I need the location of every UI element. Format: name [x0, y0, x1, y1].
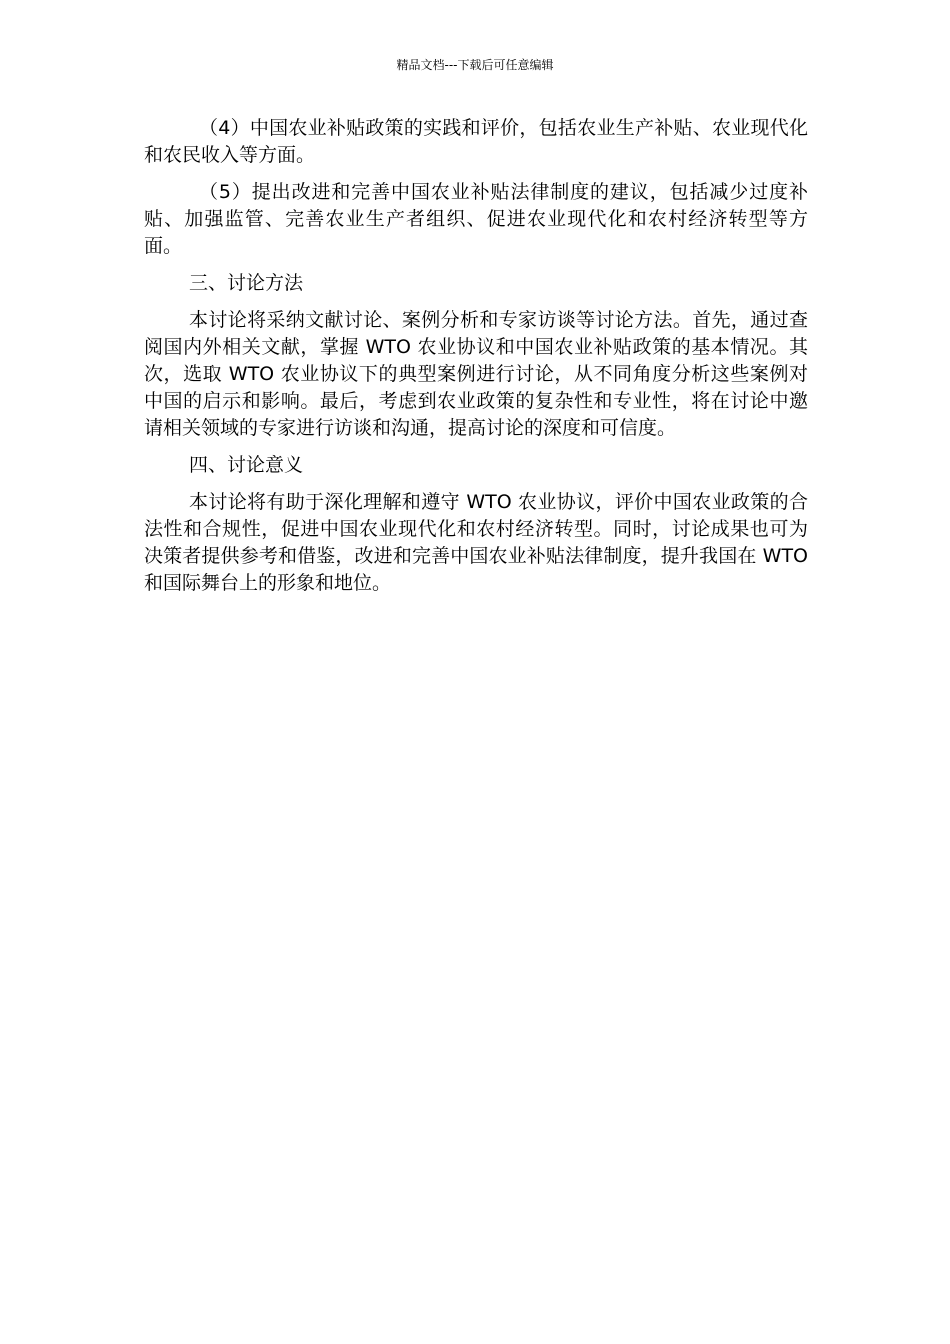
- page-header: 精品文档---下载后可任意编辑: [396, 58, 554, 72]
- document-body: [144, 115, 808, 607]
- list-item-5: （5）提出改进和完善中国农业补贴法律制度的建议，包括减少过度补贴、加强监管、完善农业生产者组织、促进农业现代化和农村经济转型等方面。: [144, 181, 808, 257]
- list-item-4: （4）中国农业补贴政策的实践和评价，包括农业生产补贴、农业现代化和农民收入等方面。: [144, 117, 808, 166]
- section-heading-significance: 四、讨论意义: [189, 454, 304, 476]
- paragraph-significance: 本讨论将有助于深化理解和遵守 WTO 农业协议，评价中国农业政策的合法性和合规性，促进中国农业现代化和农村经济转型。同时，讨论成果也可为决策者提供参考和借鉴，改进和完善中国农业补贴法律制度，提升我国在 WTO 和国际舞台上的形象和地位。: [144, 491, 808, 594]
- section-heading-methods: 三、讨论方法: [189, 272, 304, 294]
- paragraph-methods: 本讨论将采纳文献讨论、案例分析和专家访谈等讨论方法。首先，通过查阅国内外相关文献，掌握 WTO 农业协议和中国农业补贴政策的基本情况。其次，选取 WTO 农业协议下的典型案例进行讨论，从不同角度分析这些案例对中国的启示和影响。最后，考虑到农业政策的复杂性和专业性，将在讨论中邀请相关领域的专家进行访谈和沟通，提高讨论的深度和可信度。: [144, 309, 808, 439]
